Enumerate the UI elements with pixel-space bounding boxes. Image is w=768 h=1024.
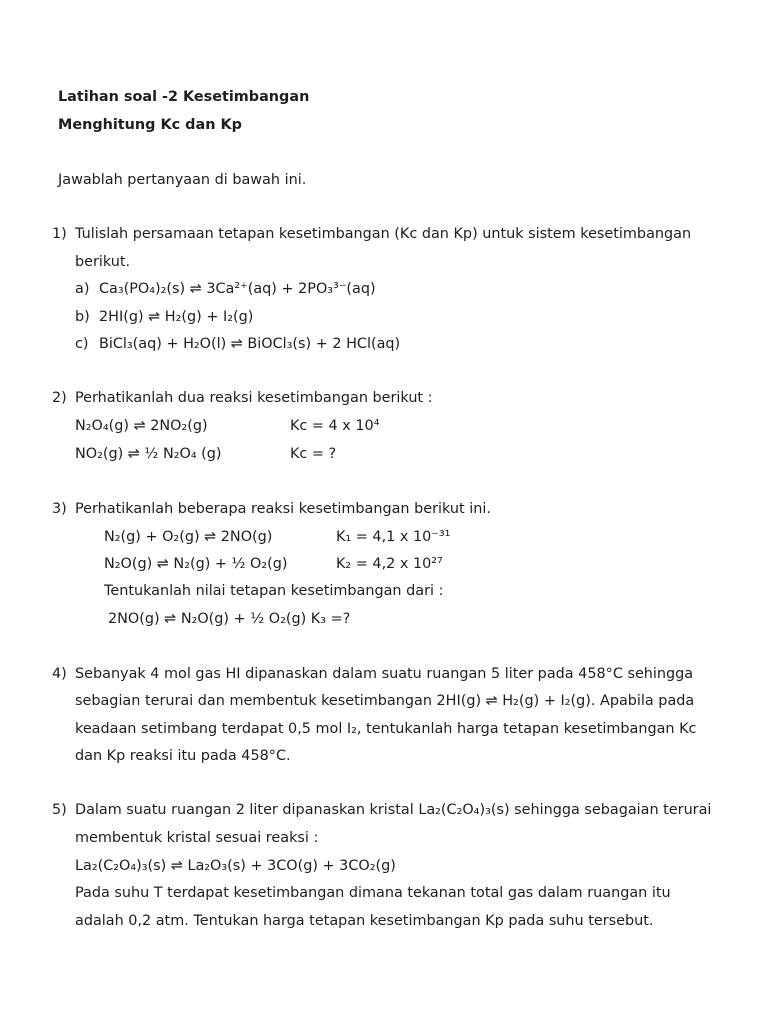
question-4-line-2: sebagian terurai dan membentuk kesetimbangan 2HI(g) ⇌ H₂(g) + I₂(g). Apabila pada: [75, 693, 695, 709]
question-3-text: Perhatikanlah beberapa reaksi kesetimbangan berikut ini.: [75, 501, 491, 517]
question-1c-equation: BiCl₃(aq) + H₂O(l) ⇌ BiOCl₃(s) + 2 HCl(aq): [99, 336, 401, 352]
question-3-reaction-2: N₂O(g) ⇌ N₂(g) + ½ O₂(g): [104, 556, 288, 572]
question-4-line-3: keadaan setimbang terdapat 0,5 mol I₂, tentukanlah harga tetapan kesetimbangan Kc: [75, 721, 697, 737]
question-2-number: 2): [52, 390, 67, 406]
question-1a-equation: Ca₃(PO₄)₂(s) ⇌ 3Ca²⁺(aq) + 2PO₃³⁻(aq): [99, 281, 376, 297]
question-1c-label: c): [75, 336, 89, 352]
question-5-equation: La₂(C₂O₄)₃(s) ⇌ La₂O₃(s) + 3CO(g) + 3CO₂(g): [75, 858, 396, 874]
question-3-reaction-1: N₂(g) + O₂(g) ⇌ 2NO(g): [104, 529, 273, 545]
document-subtitle: Menghitung Kc dan Kp: [58, 117, 242, 133]
document-title: Latihan soal -2 Kesetimbangan: [58, 89, 310, 105]
question-5-line-1: Dalam suatu ruangan 2 liter dipanaskan kristal La₂(C₂O₄)₃(s) sehingga sebagaian terurai: [75, 802, 712, 818]
question-2-reaction-1: N₂O₄(g) ⇌ 2NO₂(g): [75, 418, 208, 434]
question-3-constant-1: K₁ = 4,1 x 10⁻³¹: [336, 529, 451, 545]
question-3-target-reaction: 2NO(g) ⇌ N₂O(g) + ½ O₂(g) K₃ =?: [108, 611, 351, 627]
question-5-line-4: adalah 0,2 atm. Tentukan harga tetapan kesetimbangan Kp pada suhu tersebut.: [75, 913, 654, 929]
question-4-number: 4): [52, 666, 67, 682]
question-2-constant-2: Kc = ?: [290, 446, 337, 462]
question-2-reaction-2: NO₂(g) ⇌ ½ N₂O₄ (g): [75, 446, 222, 462]
question-1-text-cont: berikut.: [75, 254, 131, 270]
question-5-line-3: Pada suhu T terdapat kesetimbangan dimana tekanan total gas dalam ruangan itu: [75, 885, 671, 901]
question-3-ask: Tentukanlah nilai tetapan kesetimbangan dari :: [104, 583, 444, 599]
question-5-number: 5): [52, 802, 67, 818]
instruction-text: Jawablah pertanyaan di bawah ini.: [58, 172, 307, 188]
question-4-line-4: dan Kp reaksi itu pada 458°C.: [75, 748, 291, 764]
question-1-number: 1): [52, 226, 67, 242]
question-1b-equation: 2HI(g) ⇌ H₂(g) + I₂(g): [99, 309, 254, 325]
question-1b-label: b): [75, 309, 90, 325]
question-3-constant-2: K₂ = 4,2 x 10²⁷: [336, 556, 443, 572]
question-4-line-1: Sebanyak 4 mol gas HI dipanaskan dalam suatu ruangan 5 liter pada 458°C sehingga: [75, 666, 694, 682]
question-1-text: Tulislah persamaan tetapan kesetimbangan (Kc dan Kp) untuk sistem kesetimbangan: [75, 226, 692, 242]
question-2-constant-1: Kc = 4 x 10⁴: [290, 418, 380, 434]
question-2-text: Perhatikanlah dua reaksi kesetimbangan berikut :: [75, 390, 433, 406]
question-1a-label: a): [75, 281, 90, 297]
question-5-line-2: membentuk kristal sesuai reaksi :: [75, 830, 319, 846]
question-3-number: 3): [52, 501, 67, 517]
